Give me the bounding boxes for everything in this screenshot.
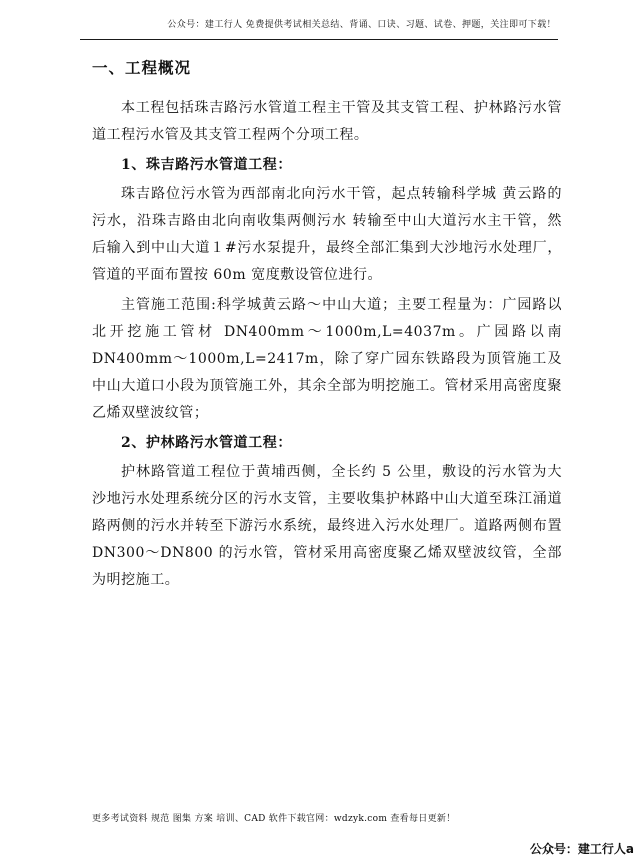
header-divider [80, 39, 558, 40]
subsection-hulin-road [92, 430, 562, 594]
footer-note: 更多考试资料 规范 图集 方案 培训、CAD 软件下载官网：wdzyk.com 查看每日更新！ [92, 814, 456, 824]
subsection-zhuji-road [92, 152, 562, 427]
header-note: 公众号：建工行人 免费提供考试相关总结、背诵、口诀、习题、试卷、押题，关注即可下载！ [167, 20, 556, 30]
subsection-title: 2、护林路污水管道工程： [121, 435, 292, 451]
body-paragraph: 护林路管道工程位于黄埔西侧，全长约 5 公里，敷设的污水管为大沙地污水处理系统分区的污水支管，主要收集护林路中山大道至珠江涌道路两侧的污水并转至下游污水系统，最终进入污水处理厂。道路两侧布置 DN300～DN800 的污水管，管材采用高密度聚乙烯双壁波纹管，全部为明挖施工。 [92, 464, 562, 588]
section-title: 一、工程概况 [92, 58, 192, 77]
intro-paragraph: 本工程包括珠吉路污水管道工程主干管及其支管工程、护林路污水管道工程污水管及其支管工程两个分项工程。 [92, 100, 562, 143]
body-paragraph: 珠吉路位污水管为西部南北向污水干管，起点转输科学城 黄云路的污水，沿珠吉路由北向南收集两侧污水 转输至中山大道污水主干管，然后输入到中山大道１#污水泵提升，最终全部汇集到大沙地污水处理厂，管道的平面布置按 60m 宽度敷设管位进行。 [92, 186, 562, 283]
corner-watermark: 公众号：建工行人a [529, 842, 634, 856]
subsection-title: 1、珠吉路污水管道工程： [121, 157, 292, 173]
document-body [92, 57, 562, 597]
body-paragraph: 主管施工范围:科学城黄云路～中山大道；主要工程量为：广园路以北开挖施工管材 DN400mm～1000m,L=4037m。广园路以南 DN400mm～1000m,L=2417m，除了穿广园东铁路段为顶管施工及中山大道口小段为顶管施工外，其余全部为明挖施工。管材采用高密度聚乙烯双壁波纹管； [92, 297, 562, 421]
